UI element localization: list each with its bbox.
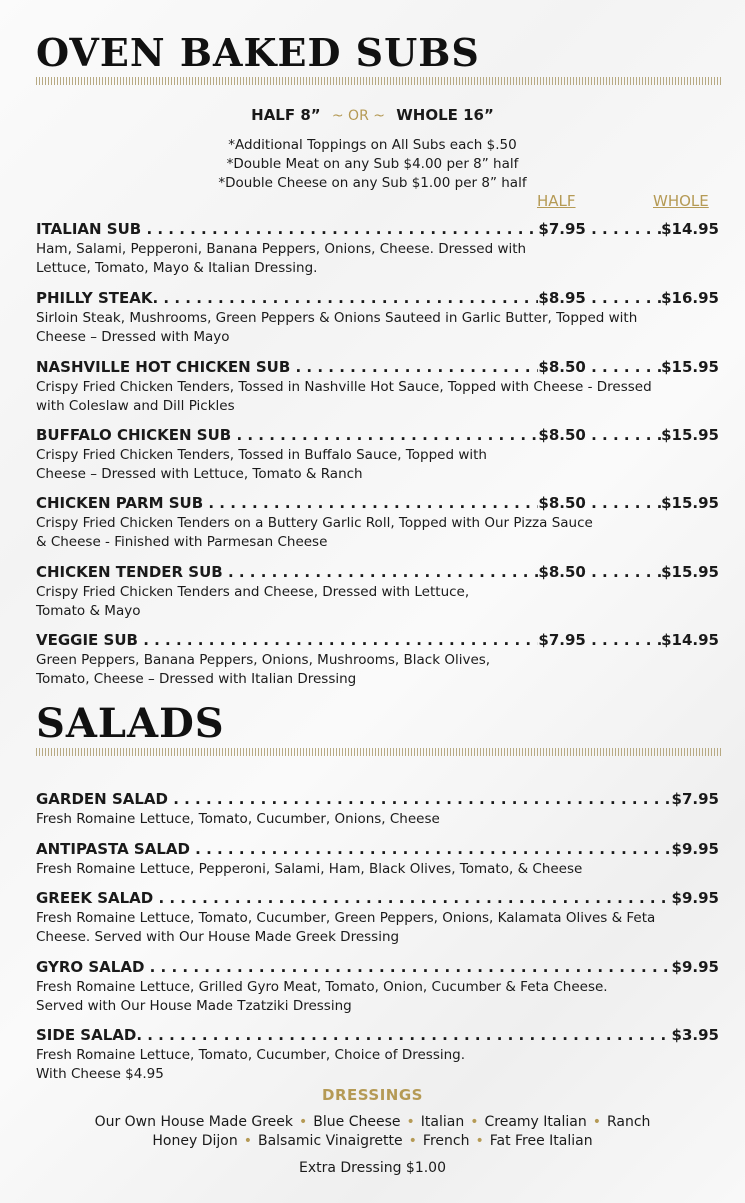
item-name: ANTIPASTA SALAD <box>36 840 190 858</box>
dressing-option: Creamy Italian <box>484 1114 587 1130</box>
whole-price: $15.95 <box>661 494 719 512</box>
half-price: $8.50 <box>538 563 586 581</box>
item-name: PHILLY STEAK <box>36 289 153 307</box>
item-description: Ham, Salami, Pepperoni, Banana Peppers, Onions, Cheese. Dressed with <box>36 241 527 257</box>
menu-item <box>36 220 719 278</box>
item-description: With Cheese $4.95 <box>36 1066 164 1082</box>
sub-note: *Double Cheese on any Sub $1.00 per 8” half <box>218 175 527 191</box>
dressing-option: Honey Dijon <box>152 1133 238 1149</box>
half-size-label: HALF 8” <box>251 106 321 124</box>
item-name: GARDEN SALAD <box>36 790 168 808</box>
subs-section-title: OVEN BAKED SUBS <box>36 30 480 75</box>
menu-item <box>36 1026 719 1084</box>
item-description: Cheese. Served with Our House Made Greek Dressing <box>36 929 400 945</box>
half-price: $8.95 <box>538 289 586 307</box>
extra-dressing-price: Extra Dressing $1.00 <box>298 1160 446 1176</box>
dressings-row <box>0 1133 745 1149</box>
menu-item <box>36 563 719 621</box>
subs-divider <box>36 77 722 85</box>
item-description: Fresh Romaine Lettuce, Tomato, Cucumber, Onions, Cheese <box>36 811 440 827</box>
dressing-option: Blue Cheese <box>313 1114 401 1130</box>
item-description: & Cheese - Finished with Parmesan Cheese <box>36 534 328 550</box>
dressings-row <box>0 1114 745 1130</box>
menu-item <box>36 790 719 829</box>
whole-price: $14.95 <box>661 220 719 238</box>
whole-column-header: WHOLE <box>653 192 709 210</box>
or-separator: ~ OR ~ <box>331 108 385 124</box>
salads-divider <box>36 748 722 756</box>
bullet-icon: • <box>408 1133 417 1149</box>
item-description: Crispy Fried Chicken Tenders and Cheese, Dressed with Lettuce, <box>36 584 470 600</box>
item-description: with Coleslaw and Dill Pickles <box>36 398 235 414</box>
item-description: Fresh Romaine Lettuce, Grilled Gyro Meat, Tomato, Onion, Cucumber & Feta Cheese. <box>36 979 608 995</box>
item-name: BUFFALO CHICKEN SUB <box>36 426 232 444</box>
item-name: NASHVILLE HOT CHICKEN SUB <box>36 358 291 376</box>
item-description: Crispy Fried Chicken Tenders, Tossed in Nashville Hot Sauce, Topped with Cheese - Dressed <box>36 379 652 395</box>
item-description: Fresh Romaine Lettuce, Tomato, Cucumber, Choice of Dressing. <box>36 1047 466 1063</box>
menu-item <box>36 426 719 484</box>
dressing-option: Ranch <box>606 1114 651 1130</box>
bullet-icon: • <box>470 1114 479 1130</box>
item-description: Green Peppers, Banana Peppers, Onions, Mushrooms, Black Olives, <box>36 652 491 668</box>
half-price: $8.50 <box>538 358 586 376</box>
item-description: Fresh Romaine Lettuce, Tomato, Cucumber, Green Peppers, Onions, Kalamata Olives & Feta <box>36 910 656 926</box>
item-name: SIDE SALAD <box>36 1026 137 1044</box>
salads-section-title: SALADS <box>36 700 225 747</box>
sub-note: *Additional Toppings on All Subs each $.50 <box>228 137 517 153</box>
menu-item <box>36 494 719 552</box>
dressing-option: French <box>422 1133 470 1149</box>
item-price: $9.95 <box>671 840 719 858</box>
item-description: Crispy Fried Chicken Tenders, Tossed in Buffalo Sauce, Topped with <box>36 447 487 463</box>
menu-item <box>36 958 719 1016</box>
dressing-option: Italian <box>420 1114 465 1130</box>
item-name: CHICKEN PARM SUB <box>36 494 204 512</box>
whole-price: $16.95 <box>661 289 719 307</box>
half-price: $8.50 <box>538 494 586 512</box>
half-price: $8.50 <box>538 426 586 444</box>
item-name: VEGGIE SUB <box>36 631 138 649</box>
menu-item <box>36 631 719 689</box>
item-price: $9.95 <box>671 889 719 907</box>
menu-item <box>36 889 719 947</box>
whole-price: $15.95 <box>661 426 719 444</box>
dressing-option: Fat Free Italian <box>489 1133 593 1149</box>
item-name: GYRO SALAD <box>36 958 145 976</box>
half-price: $7.95 <box>538 631 586 649</box>
item-price: $9.95 <box>671 958 719 976</box>
item-description: Served with Our House Made Tzatziki Dressing <box>36 998 352 1014</box>
whole-size-label: WHOLE 16” <box>396 106 494 124</box>
menu-item <box>36 840 719 879</box>
item-description: Tomato, Cheese – Dressed with Italian Dressing <box>36 671 357 687</box>
item-description: Sirloin Steak, Mushrooms, Green Peppers & Onions Sauteed in Garlic Butter, Topped with <box>36 310 638 326</box>
item-name: CHICKEN TENDER SUB <box>36 563 223 581</box>
bullet-icon: • <box>592 1114 601 1130</box>
item-description: Cheese – Dressed with Lettuce, Tomato & Ranch <box>36 466 363 482</box>
bullet-icon: • <box>475 1133 484 1149</box>
whole-price: $15.95 <box>661 563 719 581</box>
whole-price: $15.95 <box>661 358 719 376</box>
bullet-icon: • <box>243 1133 252 1149</box>
dressing-option: Our Own House Made Greek <box>94 1114 294 1130</box>
whole-price: $14.95 <box>661 631 719 649</box>
half-column-header: HALF <box>537 192 576 210</box>
item-price: $3.95 <box>671 1026 719 1044</box>
dressing-option: Balsamic Vinaigrette <box>257 1133 403 1149</box>
bullet-icon: • <box>406 1114 415 1130</box>
item-name: ITALIAN SUB <box>36 220 142 238</box>
sub-note: *Double Meat on any Sub $4.00 per 8” half <box>226 156 519 172</box>
item-description: Crispy Fried Chicken Tenders on a Buttery Garlic Roll, Topped with Our Pizza Sauce <box>36 515 593 531</box>
menu-item <box>36 358 719 416</box>
item-description: Lettuce, Tomato, Mayo & Italian Dressing. <box>36 260 318 276</box>
item-name: GREEK SALAD <box>36 889 154 907</box>
half-price: $7.95 <box>538 220 586 238</box>
bullet-icon: • <box>299 1114 308 1130</box>
item-description: Tomato & Mayo <box>36 603 141 619</box>
dressings-title: DRESSINGS <box>322 1086 423 1104</box>
size-options <box>0 106 745 124</box>
item-description: Cheese – Dressed with Mayo <box>36 329 230 345</box>
menu-item <box>36 289 719 347</box>
item-description: Fresh Romaine Lettuce, Pepperoni, Salami, Ham, Black Olives, Tomato, & Cheese <box>36 861 583 877</box>
item-price: $7.95 <box>671 790 719 808</box>
